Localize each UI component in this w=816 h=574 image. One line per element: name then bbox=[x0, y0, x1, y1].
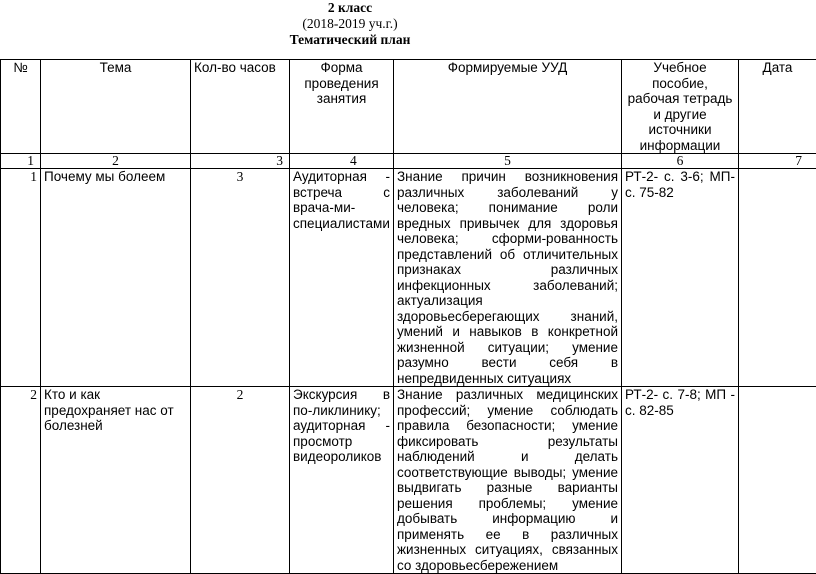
col-header-date: Дата bbox=[739, 60, 816, 154]
form-cell: Аудиторная - встреча с врача-ми-специалистами bbox=[290, 169, 394, 387]
col-header-hours: Кол-во часов bbox=[191, 60, 290, 154]
col-header-number: № bbox=[1, 60, 41, 154]
column-number-row bbox=[1, 154, 816, 169]
hours-cell: 3 bbox=[191, 169, 290, 387]
column-number: 6 bbox=[622, 154, 739, 169]
col-header-uud: Формируемые УУД bbox=[394, 60, 622, 154]
date-cell bbox=[739, 169, 816, 387]
document-heading bbox=[0, 0, 700, 48]
topic-cell: Почему мы болеем bbox=[41, 169, 191, 387]
row-number: 2 bbox=[1, 387, 41, 574]
column-number: 5 bbox=[394, 154, 622, 169]
source-cell: РТ-2- с. 3-6; МП- с. 75-82 bbox=[622, 169, 739, 387]
column-number: 3 bbox=[191, 154, 290, 169]
uud-cell: Знание причин возникновения различных заболеваний у человека; понимание роли вредных привычек для здоровья человека; сформи-рованность представлений об отличительных признаках различных инфекционных заболеваний; актуализация здоровьесберегающих знаний, умений и навыков в конкретной жизненной ситуации; умение разумно вести себя в непредвиденных ситуациях bbox=[394, 169, 622, 387]
date-cell bbox=[739, 387, 816, 574]
school-year: (2018-2019 уч.г.) bbox=[0, 16, 700, 32]
col-header-form: Форма проведения занятия bbox=[290, 60, 394, 154]
column-number: 7 bbox=[739, 154, 816, 169]
column-number: 2 bbox=[41, 154, 191, 169]
form-cell: Экскурсия в по-ликлинику; аудиторная - просмотр видеороликов bbox=[290, 387, 394, 574]
source-cell: РТ-2- с. 7-8; МП - с. 82-85 bbox=[622, 387, 739, 574]
hours-cell: 2 bbox=[191, 387, 290, 574]
grade-title: 2 класс bbox=[0, 0, 700, 16]
thematic-plan-table bbox=[0, 59, 816, 574]
plan-title: Тематический план bbox=[0, 32, 700, 48]
column-number: 1 bbox=[1, 154, 41, 169]
column-number: 4 bbox=[290, 154, 394, 169]
col-header-topic: Тема bbox=[41, 60, 191, 154]
topic-cell: Кто и как предохраняет нас от болезней bbox=[41, 387, 191, 574]
table-row bbox=[1, 387, 816, 574]
col-header-source: Учебное пособие, рабочая тетрадь и другие источники информации bbox=[622, 60, 739, 154]
header-row bbox=[1, 60, 816, 154]
uud-cell: Знание различных медицинских профессий; умение соблюдать правила безопасности; умение фиксировать результаты наблюдений и делать соответствующие выводы; умение выдвигать разные варианты решения проблемы; умение добывать информацию и применять ее в различных жизненных ситуациях, связанных со здоровьесбережением bbox=[394, 387, 622, 574]
row-number: 1 bbox=[1, 169, 41, 387]
table-row bbox=[1, 169, 816, 387]
